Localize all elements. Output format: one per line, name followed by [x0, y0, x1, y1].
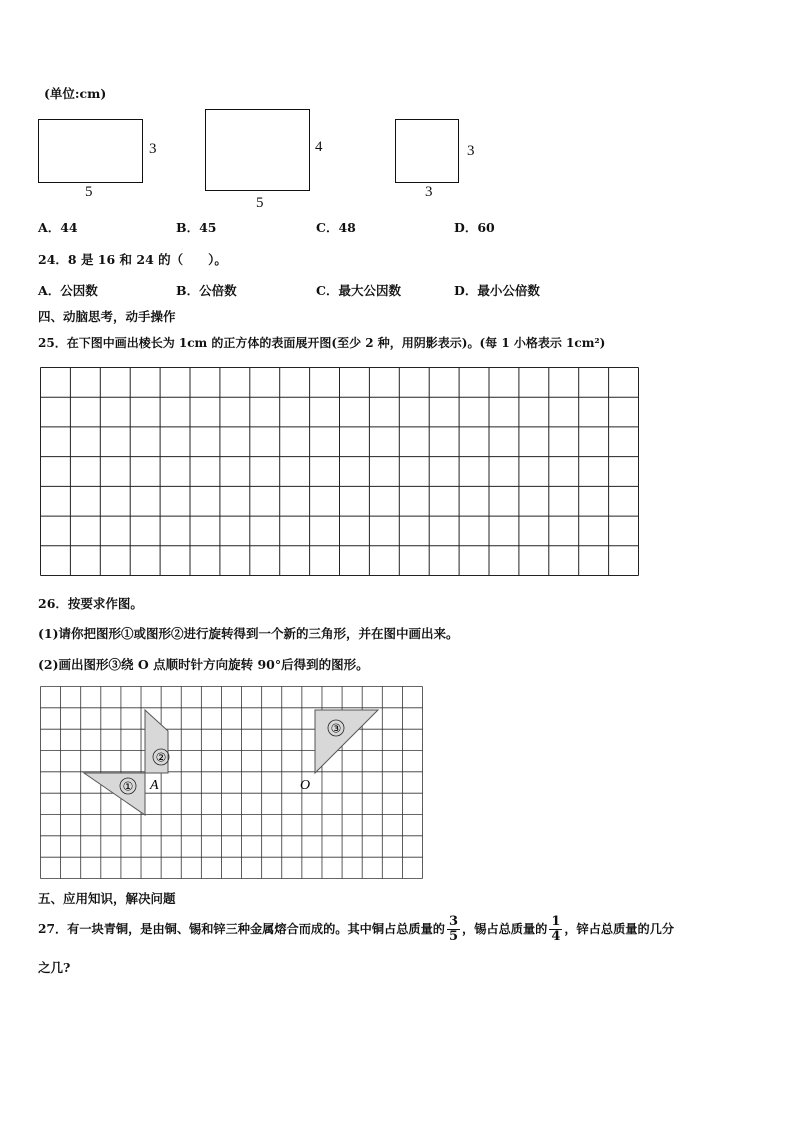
unit-label: (单位:cm): [44, 86, 107, 101]
shape-2-label: ②: [155, 750, 167, 765]
rectangle-2: [205, 109, 310, 191]
q27-stem-line-2: 之几?: [38, 960, 71, 975]
q23-option-c[interactable]: C．48: [316, 220, 356, 235]
fraction-tin: $\frac{1}{4}$: [551, 914, 561, 944]
point-o-label: O: [300, 778, 311, 793]
q24-option-d[interactable]: D．最小公倍数: [454, 283, 540, 298]
rectangle-2-height: 4: [315, 139, 323, 155]
q26-part-1: (1)请你把图形①或图形②进行旋转得到一个新的三角形，并在图中画出来。: [38, 626, 459, 641]
q23-option-a[interactable]: A．44: [38, 220, 78, 235]
q24-option-b[interactable]: B．公倍数: [176, 283, 237, 298]
q25-drawing-grid[interactable]: [40, 367, 639, 576]
shape-3-label: ③: [330, 721, 342, 736]
point-a-label: A: [150, 778, 159, 793]
rectangle-2-width: 5: [256, 195, 264, 211]
square-3-height: 3: [467, 143, 475, 159]
q26-drawing-grid[interactable]: [40, 686, 423, 879]
shape-1-label: ①: [122, 779, 134, 794]
square-3: [395, 119, 459, 183]
q27-stem-line-1: 27．有一块青铜，是由铜、锡和锌三种金属熔合而成的。其中铜占总质量的 $\frac{3}{5}$ ，锡占总质量的 $\frac{1}{4}$ ，锌占总质量的几分: [38, 914, 675, 944]
rectangle-1: [38, 119, 143, 183]
shape-3-triangle: [315, 710, 378, 773]
shape-1-triangle: [84, 773, 145, 815]
q26-part-2: (2)画出图形③绕 O 点顺时针方向旋转 90°后得到的图形。: [38, 657, 369, 672]
fraction-copper: $\frac{3}{5}$: [448, 914, 459, 944]
q23-option-b[interactable]: B．45: [176, 220, 217, 235]
section-4-title: 四、动脑思考，动手操作: [38, 309, 176, 324]
section-5-title: 五、应用知识，解决问题: [38, 891, 176, 906]
q24-stem: 24．8 是 16 和 24 的（ ）。: [38, 252, 227, 267]
square-3-width: 3: [425, 184, 433, 200]
q24-option-c[interactable]: C．最大公因数: [316, 283, 401, 298]
q25-stem: 25．在下图中画出棱长为 1cm 的正方体的表面展开图(至少 2 种，用阴影表示)。(每 1 小格表示 1cm²): [38, 336, 606, 350]
q26-stem: 26．按要求作图。: [38, 596, 143, 611]
rectangle-1-width: 5: [85, 184, 93, 200]
rectangle-1-height: 3: [149, 141, 157, 157]
q24-option-a[interactable]: A．公因数: [38, 283, 98, 298]
q23-option-d[interactable]: D．60: [454, 220, 495, 235]
